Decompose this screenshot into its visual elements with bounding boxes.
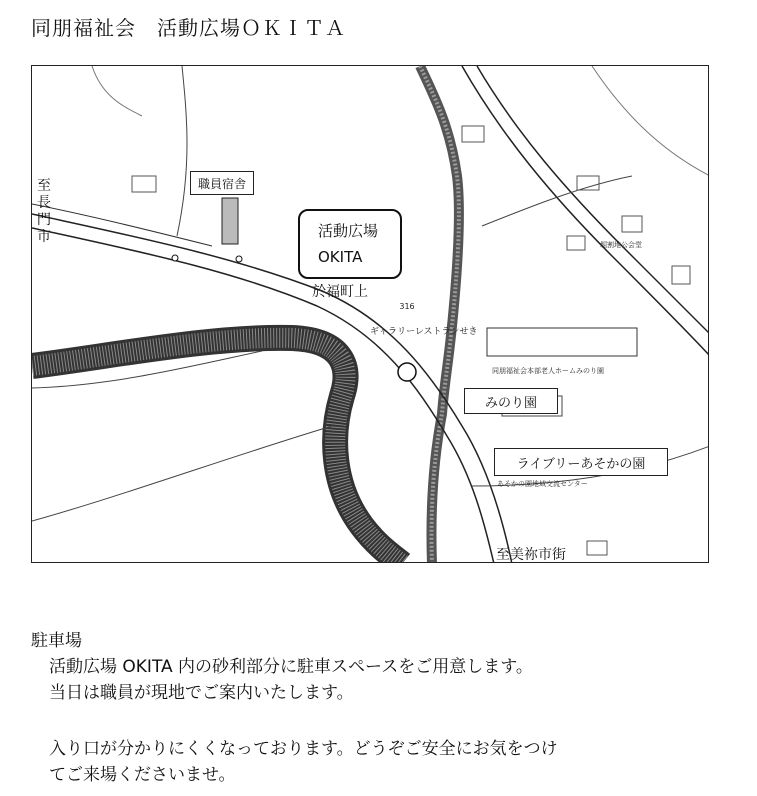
route-316-road-edge bbox=[32, 228, 494, 563]
map bbox=[31, 65, 709, 563]
gallery-label: ギャラリーレストランせき bbox=[370, 327, 478, 337]
dorm-label: 職員宿舎 bbox=[190, 171, 254, 195]
building-f bbox=[132, 176, 156, 192]
asoka-small-label: あそかの園地域交流センター bbox=[497, 480, 588, 488]
okita-name: 活動広場 bbox=[318, 222, 379, 240]
contour-2 bbox=[92, 66, 142, 116]
okita-sub: OKITA bbox=[318, 248, 363, 266]
parking-heading: 駐車場 bbox=[31, 631, 82, 651]
library-label: ライブリーあそかの園 bbox=[494, 448, 668, 476]
building-b bbox=[567, 236, 585, 250]
okifuku-label: 於福町上 bbox=[312, 284, 368, 300]
parking-line-2: 当日は職員が現地でご案内いたします。 bbox=[49, 683, 354, 703]
to-nagato-char: 市 bbox=[37, 229, 51, 245]
parking-line-3: 入り口が分かりにくくなっております。どうぞご安全にお気をつけ bbox=[49, 739, 558, 759]
contour-3 bbox=[177, 66, 187, 236]
right-road bbox=[462, 66, 709, 356]
to-nagato-char: 門 bbox=[37, 212, 51, 228]
page-title: 同朋福祉会 活動広場ＯＫＩＴＡ bbox=[31, 16, 346, 40]
pin-marker bbox=[172, 255, 178, 261]
to-mine-label: 至美祢市街 bbox=[496, 547, 566, 563]
building-g bbox=[462, 126, 484, 142]
parking-line-1: 活動広場 OKITA 内の砂利部分に駐車スペースをご用意します。 bbox=[49, 657, 533, 677]
minori-label: みのり園 bbox=[464, 388, 558, 414]
to-nagato-char: 至 bbox=[37, 178, 51, 194]
side-road bbox=[32, 204, 212, 246]
community-hall-label: 堀割地公会堂 bbox=[600, 241, 642, 249]
dorm-building bbox=[222, 198, 238, 244]
map-drawing bbox=[32, 66, 709, 563]
parking-line-4: てご来場くださいませ。 bbox=[49, 765, 236, 785]
route-316-shield bbox=[398, 363, 416, 381]
building-minori bbox=[487, 328, 637, 356]
right-road-2 bbox=[482, 176, 632, 226]
building-h bbox=[587, 541, 607, 555]
to-nagato-char: 長 bbox=[37, 195, 51, 211]
building-c bbox=[622, 216, 642, 232]
building-d bbox=[577, 176, 599, 190]
okita-label-box bbox=[298, 209, 402, 279]
minori-small-label: 同朋福祉会本部老人ホームみのり園 bbox=[492, 367, 604, 375]
river bbox=[420, 66, 459, 563]
lower-road bbox=[32, 426, 332, 521]
building-e bbox=[672, 266, 690, 284]
to-nagato-label bbox=[36, 178, 52, 246]
pin-marker-2 bbox=[236, 256, 242, 262]
contour-1 bbox=[592, 66, 709, 176]
right-road-edge bbox=[477, 66, 709, 334]
route-number: 316 bbox=[399, 302, 415, 311]
